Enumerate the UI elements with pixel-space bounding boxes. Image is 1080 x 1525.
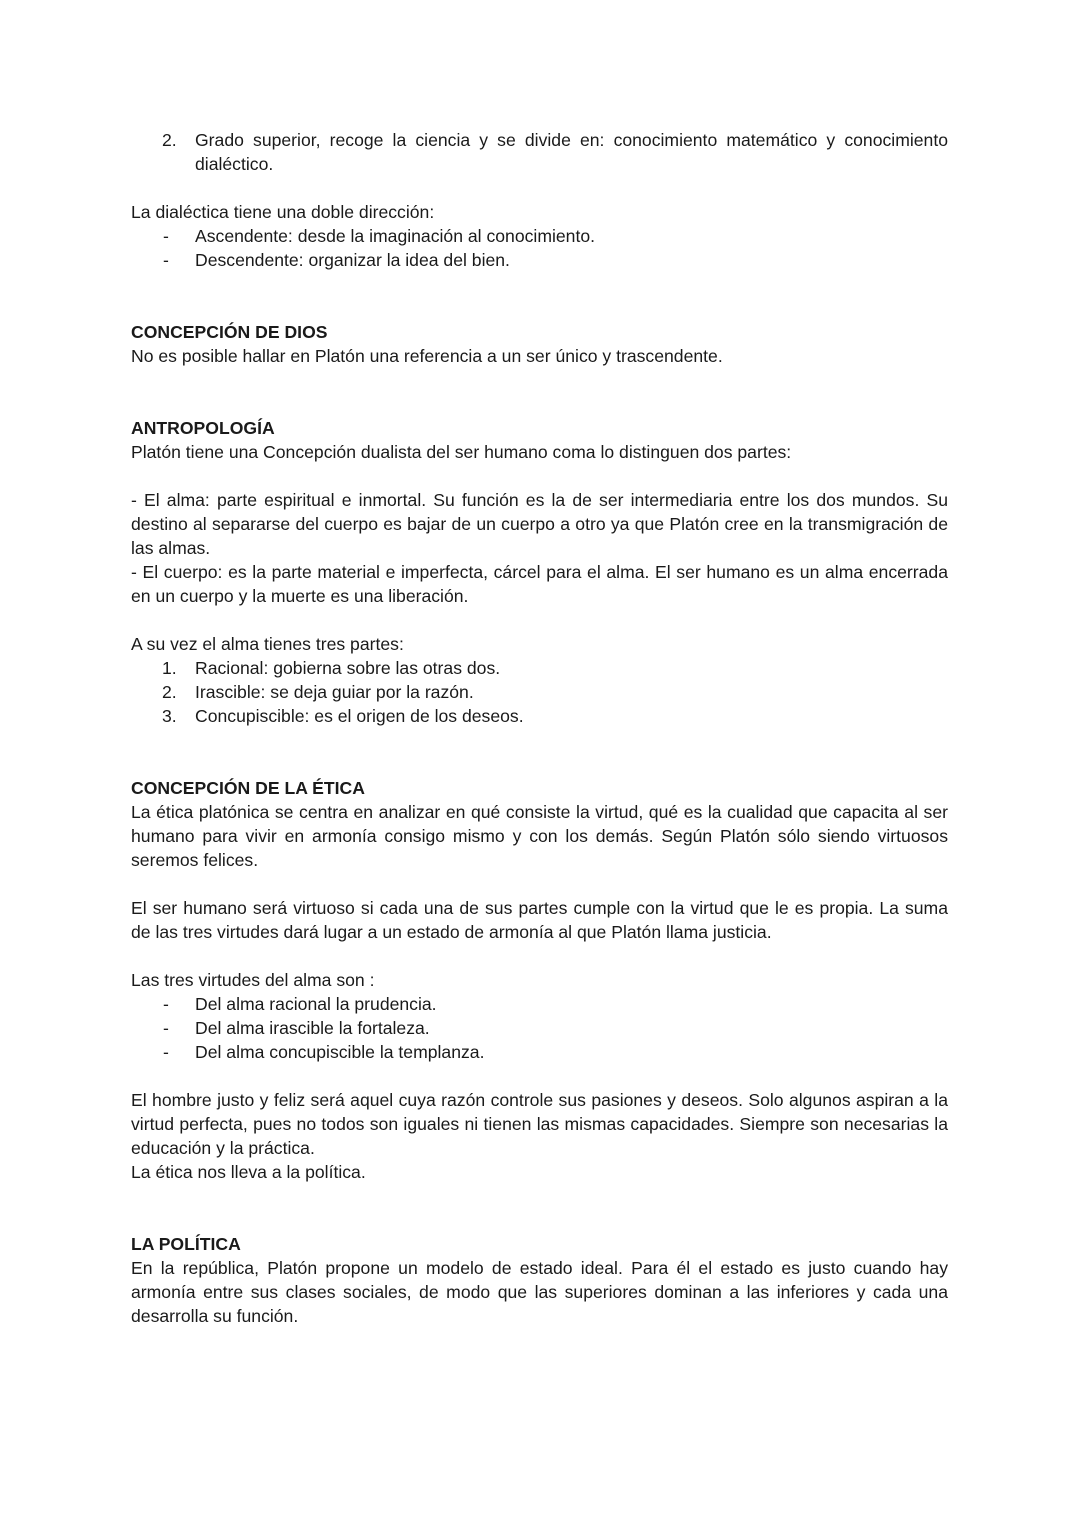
list-item-text: Ascendente: desde la imaginación al conocimiento. bbox=[195, 226, 596, 246]
politica-paragraph: En la república, Platón propone un modelo de estado ideal. Para él el estado es justo cuando hay armonía entre sus clases sociales, de modo que las superiores dominan a las inferiores y cada una desarrolla su función. bbox=[131, 1258, 948, 1326]
list-item bbox=[131, 704, 948, 728]
list-number: 1. bbox=[162, 658, 177, 678]
list-item bbox=[131, 656, 948, 680]
list-item bbox=[131, 224, 948, 248]
list-item bbox=[131, 680, 948, 704]
list-item-text: Racional: gobierna sobre las otras dos. bbox=[195, 658, 501, 678]
list-item-text: Del alma irascible la fortaleza. bbox=[195, 1018, 430, 1038]
dialectica-intro: La dialéctica tiene una doble dirección: bbox=[131, 202, 435, 222]
dash-marker: - bbox=[163, 1042, 169, 1062]
list-item-text: Irascible: se deja guiar por la razón. bbox=[195, 682, 474, 702]
alma-paragraph: - El alma: parte espiritual e inmortal. Su función es la de ser intermediaria entre los dos mundos. Su destino al separarse del cuerpo es bajar de un cuerpo a otro ya que Platón cree en la transmigración de las almas. bbox=[131, 490, 948, 558]
dash-marker: - bbox=[163, 226, 169, 246]
section-heading-dios: CONCEPCIÓN DE DIOS bbox=[131, 322, 328, 342]
etica-paragraph-2: El ser humano será virtuoso si cada una de sus partes cumple con la virtud que le es propia. La suma de las tres virtudes dará lugar a un estado de armonía al que Platón llama justicia. bbox=[131, 898, 948, 942]
virtudes-intro: Las tres virtudes del alma son : bbox=[131, 970, 375, 990]
document-page bbox=[131, 128, 948, 1328]
list-item-text: Del alma racional la prudencia. bbox=[195, 994, 437, 1014]
etica-paragraph-1: La ética platónica se centra en analizar en qué consiste la virtud, qué es la cualidad que capacita al ser humano para vivir en armonía consigo mismo y con los demás. Según Platón sólo siendo virtuosos seremos felices. bbox=[131, 802, 948, 870]
list-item-text: Grado superior, recoge la ciencia y se divide en: conocimiento matemático y conocimiento dialéctico. bbox=[195, 130, 948, 174]
list-item bbox=[131, 1016, 948, 1040]
list-item bbox=[131, 248, 948, 272]
section-heading-etica: CONCEPCIÓN DE LA ÉTICA bbox=[131, 778, 365, 798]
list-number: 3. bbox=[162, 706, 177, 726]
antropologia-intro: Platón tiene una Concepción dualista del ser humano coma lo distinguen dos partes: bbox=[131, 442, 792, 462]
list-number: 2. bbox=[162, 682, 177, 702]
etica-paragraph-3: El hombre justo y feliz será aquel cuya razón controle sus pasiones y deseos. Solo algunos aspiran a la virtud perfecta, pues no todos son iguales ni tienen las mismas capacidades. Siempre son necesarias la educación y la práctica. bbox=[131, 1090, 948, 1158]
list-item-text: Concupiscible: es el origen de los deseos. bbox=[195, 706, 524, 726]
dialectica-list bbox=[131, 224, 948, 272]
cuerpo-paragraph: - El cuerpo: es la parte material e imperfecta, cárcel para el alma. El ser humano es un alma encerrada en un cuerpo y la muerte es una liberación. bbox=[131, 562, 948, 606]
partes-list bbox=[131, 656, 948, 728]
partes-intro: A su vez el alma tienes tres partes: bbox=[131, 634, 404, 654]
section-heading-politica: LA POLÍTICA bbox=[131, 1234, 241, 1254]
list-item-text: Del alma concupiscible la templanza. bbox=[195, 1042, 485, 1062]
dios-text: No es posible hallar en Platón una referencia a un ser único y trascendente. bbox=[131, 346, 723, 366]
dash-marker: - bbox=[163, 250, 169, 270]
list-number: 2. bbox=[162, 130, 177, 150]
list-item bbox=[131, 1040, 948, 1064]
list-item bbox=[131, 992, 948, 1016]
dash-marker: - bbox=[163, 1018, 169, 1038]
list-item-text: Descendente: organizar la idea del bien. bbox=[195, 250, 510, 270]
dash-marker: - bbox=[163, 994, 169, 1014]
etica-paragraph-4: La ética nos lleva a la política. bbox=[131, 1162, 366, 1182]
virtudes-list bbox=[131, 992, 948, 1064]
section-heading-antropologia: ANTROPOLOGÍA bbox=[131, 418, 275, 438]
list-item-grado-superior bbox=[131, 128, 948, 176]
